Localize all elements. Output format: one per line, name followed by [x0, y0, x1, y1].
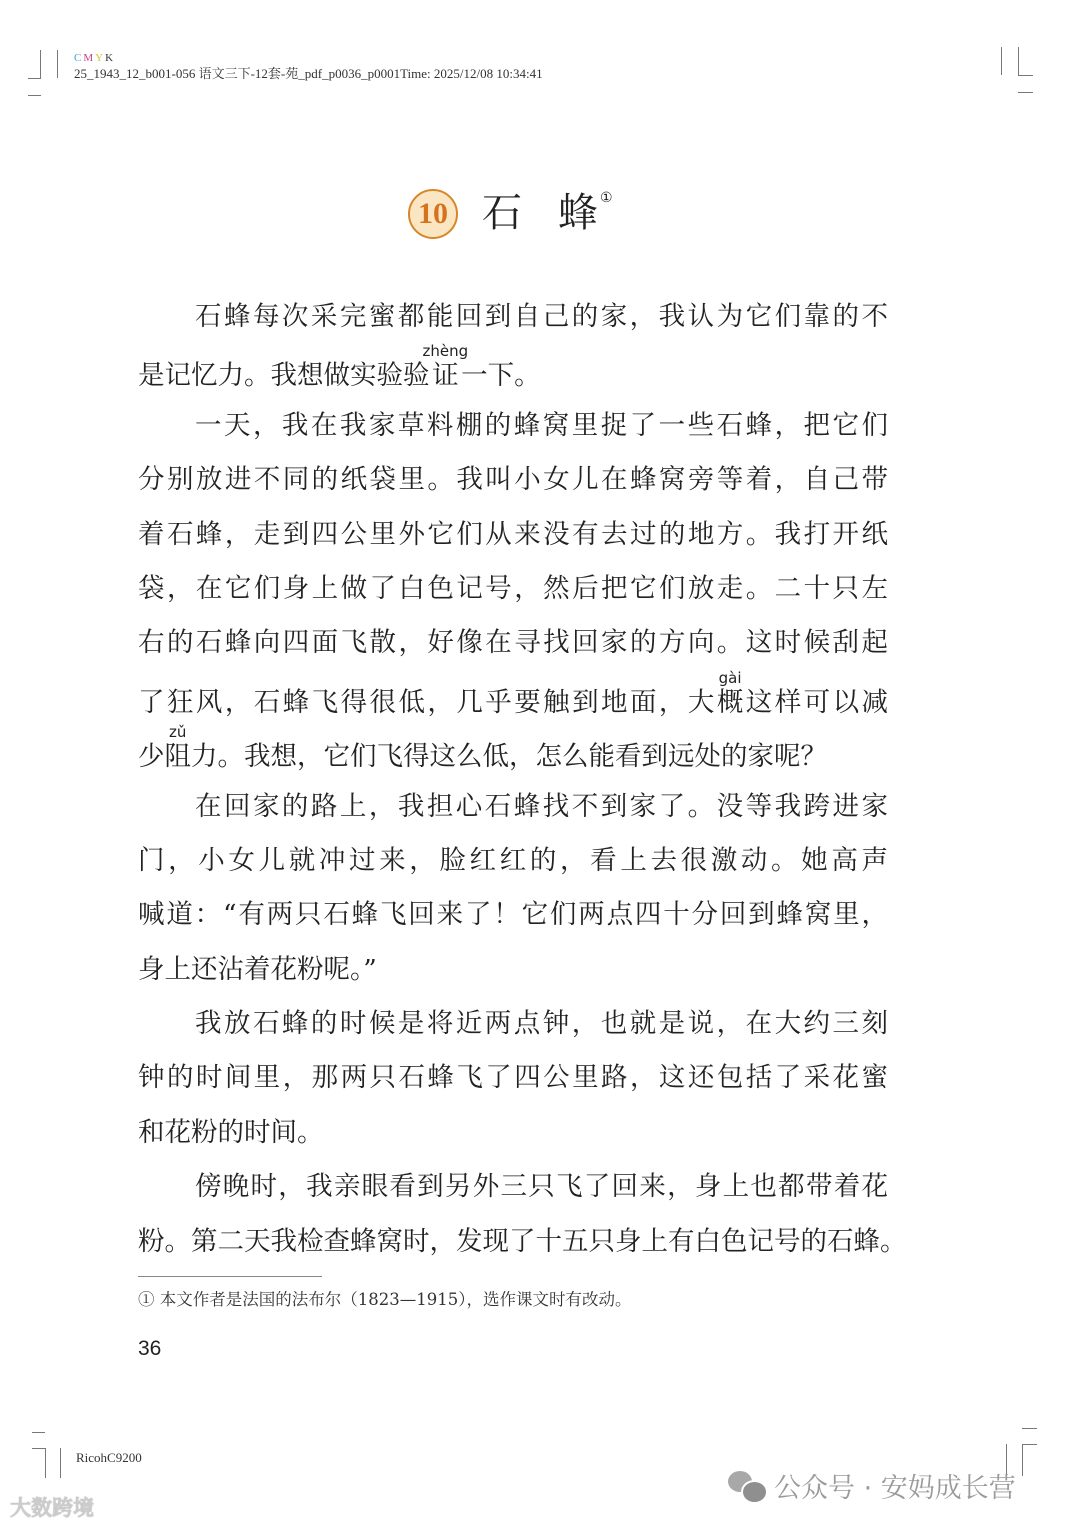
crop-mark [40, 50, 41, 78]
text-line [138, 1106, 888, 1160]
text-line [138, 290, 888, 344]
crop-mark [1022, 1428, 1037, 1429]
pinyin-annotation: 阻zǔ [164, 723, 191, 773]
text-run: 分别放进不同的纸袋里。我叫小女儿在蜂窝旁等着，自己带 [138, 464, 888, 496]
watermark-logo: 大数跨境 [10, 1496, 94, 1520]
crop-mark [1001, 47, 1002, 75]
wechat-icon [728, 1471, 766, 1501]
crop-mark [28, 78, 41, 79]
text-run: 这样可以减 [745, 686, 889, 718]
pinyin: zhèng [422, 342, 469, 361]
text-line [138, 616, 888, 670]
text-line [138, 997, 888, 1051]
text-run: 右的石蜂向四面飞散，好像在寻找回家的方向。这时候刮起 [138, 627, 888, 659]
crop-mark [45, 1448, 46, 1478]
cmyk-y: Y [95, 52, 106, 64]
watermark-text: 公众号 · 安妈成长营 [774, 1473, 1016, 1504]
text-line [138, 725, 888, 779]
text-line [138, 888, 888, 942]
crop-mark [1018, 47, 1019, 75]
pinyin: gài [716, 668, 744, 687]
text-run: 钟的时间里，那两只石蜂飞了四公里路，这还包括了采花蜜 [138, 1062, 888, 1094]
pinyin-annotation: 证zhèng [422, 342, 469, 392]
crop-mark [32, 1432, 45, 1433]
pinyin-annotation: 概gài [716, 668, 746, 718]
text-run: 石蜂每次采完蜜都能回到自己的家，我认为它们靠的不 [195, 301, 888, 332]
cmyk-m: M [83, 52, 96, 64]
text-run: 我放石蜂的时候是将近两点钟，也就是说，在大约三刻 [195, 1008, 888, 1040]
crop-mark [1022, 1444, 1037, 1445]
text-line [138, 1215, 907, 1269]
printer-label: RicohC9200 [76, 1450, 142, 1465]
lesson-title [0, 180, 1080, 250]
text-run: 一天，我在我家草料棚的蜂窝里捉了一些石蜂，把它们 [195, 409, 888, 441]
text-run: 门，小女儿就冲过来，脸红红的，看上去很激动。她高声 [138, 844, 888, 876]
text-run: 身上还沾着花粉呢。” [138, 953, 377, 985]
text-line [138, 943, 888, 997]
text-run: 是记忆力。我想做实验验 [138, 360, 430, 392]
text-run: 了狂风，石蜂飞得很低，几乎要触到地面，大 [138, 686, 717, 718]
text-line [138, 508, 888, 562]
crop-mark [60, 1448, 61, 1478]
text-run: 傍晚时，我亲眼看到另外三只飞了回来，身上也都带着花 [195, 1171, 888, 1203]
text-run: 袋，在它们身上做了白色记号，然后把它们放走。二十只左 [138, 572, 888, 604]
print-slug: 25_1943_12_b001-056 语文三下-12套-苑_pdf_p0036_p0001Time: 2025/12/08 10:34:41 [74, 66, 543, 81]
title-char: 石 [482, 190, 522, 236]
crop-mark [32, 1448, 45, 1449]
footnote-divider [138, 1276, 322, 1277]
cmyk-k: K [105, 52, 116, 64]
watermark-wechat [728, 1466, 1016, 1505]
text-run: 一下。 [461, 360, 541, 392]
text-line [138, 1160, 888, 1214]
text-run: 在回家的路上，我担心石蜂找不到家了。没等我跨进家 [195, 790, 888, 822]
text-run: 少 [138, 741, 165, 773]
text-line [138, 1051, 888, 1105]
crop-mark [57, 50, 58, 78]
crop-mark [1018, 75, 1033, 76]
crop-mark [28, 95, 41, 96]
text-run: 和花粉的时间。 [138, 1116, 324, 1148]
text-run: 喊道：“有两只石蜂飞回来了！它们两点四十分回到蜂窝里， [138, 899, 888, 931]
footnote: ① 本文作者是法国的法布尔（1823—1915），选作课文时有改动。 [138, 1290, 632, 1309]
lesson-number-badge: 10 [408, 189, 458, 239]
crop-mark [1022, 1444, 1023, 1476]
text-line [138, 344, 888, 398]
text-line [138, 399, 888, 453]
text-line [138, 562, 888, 616]
crop-mark [1018, 92, 1033, 93]
pinyin: zǔ [164, 723, 191, 742]
text-line [138, 834, 888, 888]
text-line [138, 453, 888, 507]
text-run: 着石蜂，走到四公里外它们从来没有去过的地方。我打开纸 [138, 518, 888, 550]
text-run: 粉。第二天我检查蜂窝时，发现了十五只身上有白色记号的石蜂。 [138, 1225, 907, 1257]
title-footnote-mark: ① [600, 190, 613, 206]
cmyk-c: C [74, 52, 84, 64]
text-run: 力。我想，它们飞得这么低，怎么能看到远处的家呢？ [191, 741, 827, 773]
page-number: 36 [138, 1337, 162, 1360]
title-char: 蜂 [558, 190, 598, 236]
text-line [138, 780, 888, 834]
text-line [138, 668, 889, 725]
lesson-body [138, 290, 907, 1269]
